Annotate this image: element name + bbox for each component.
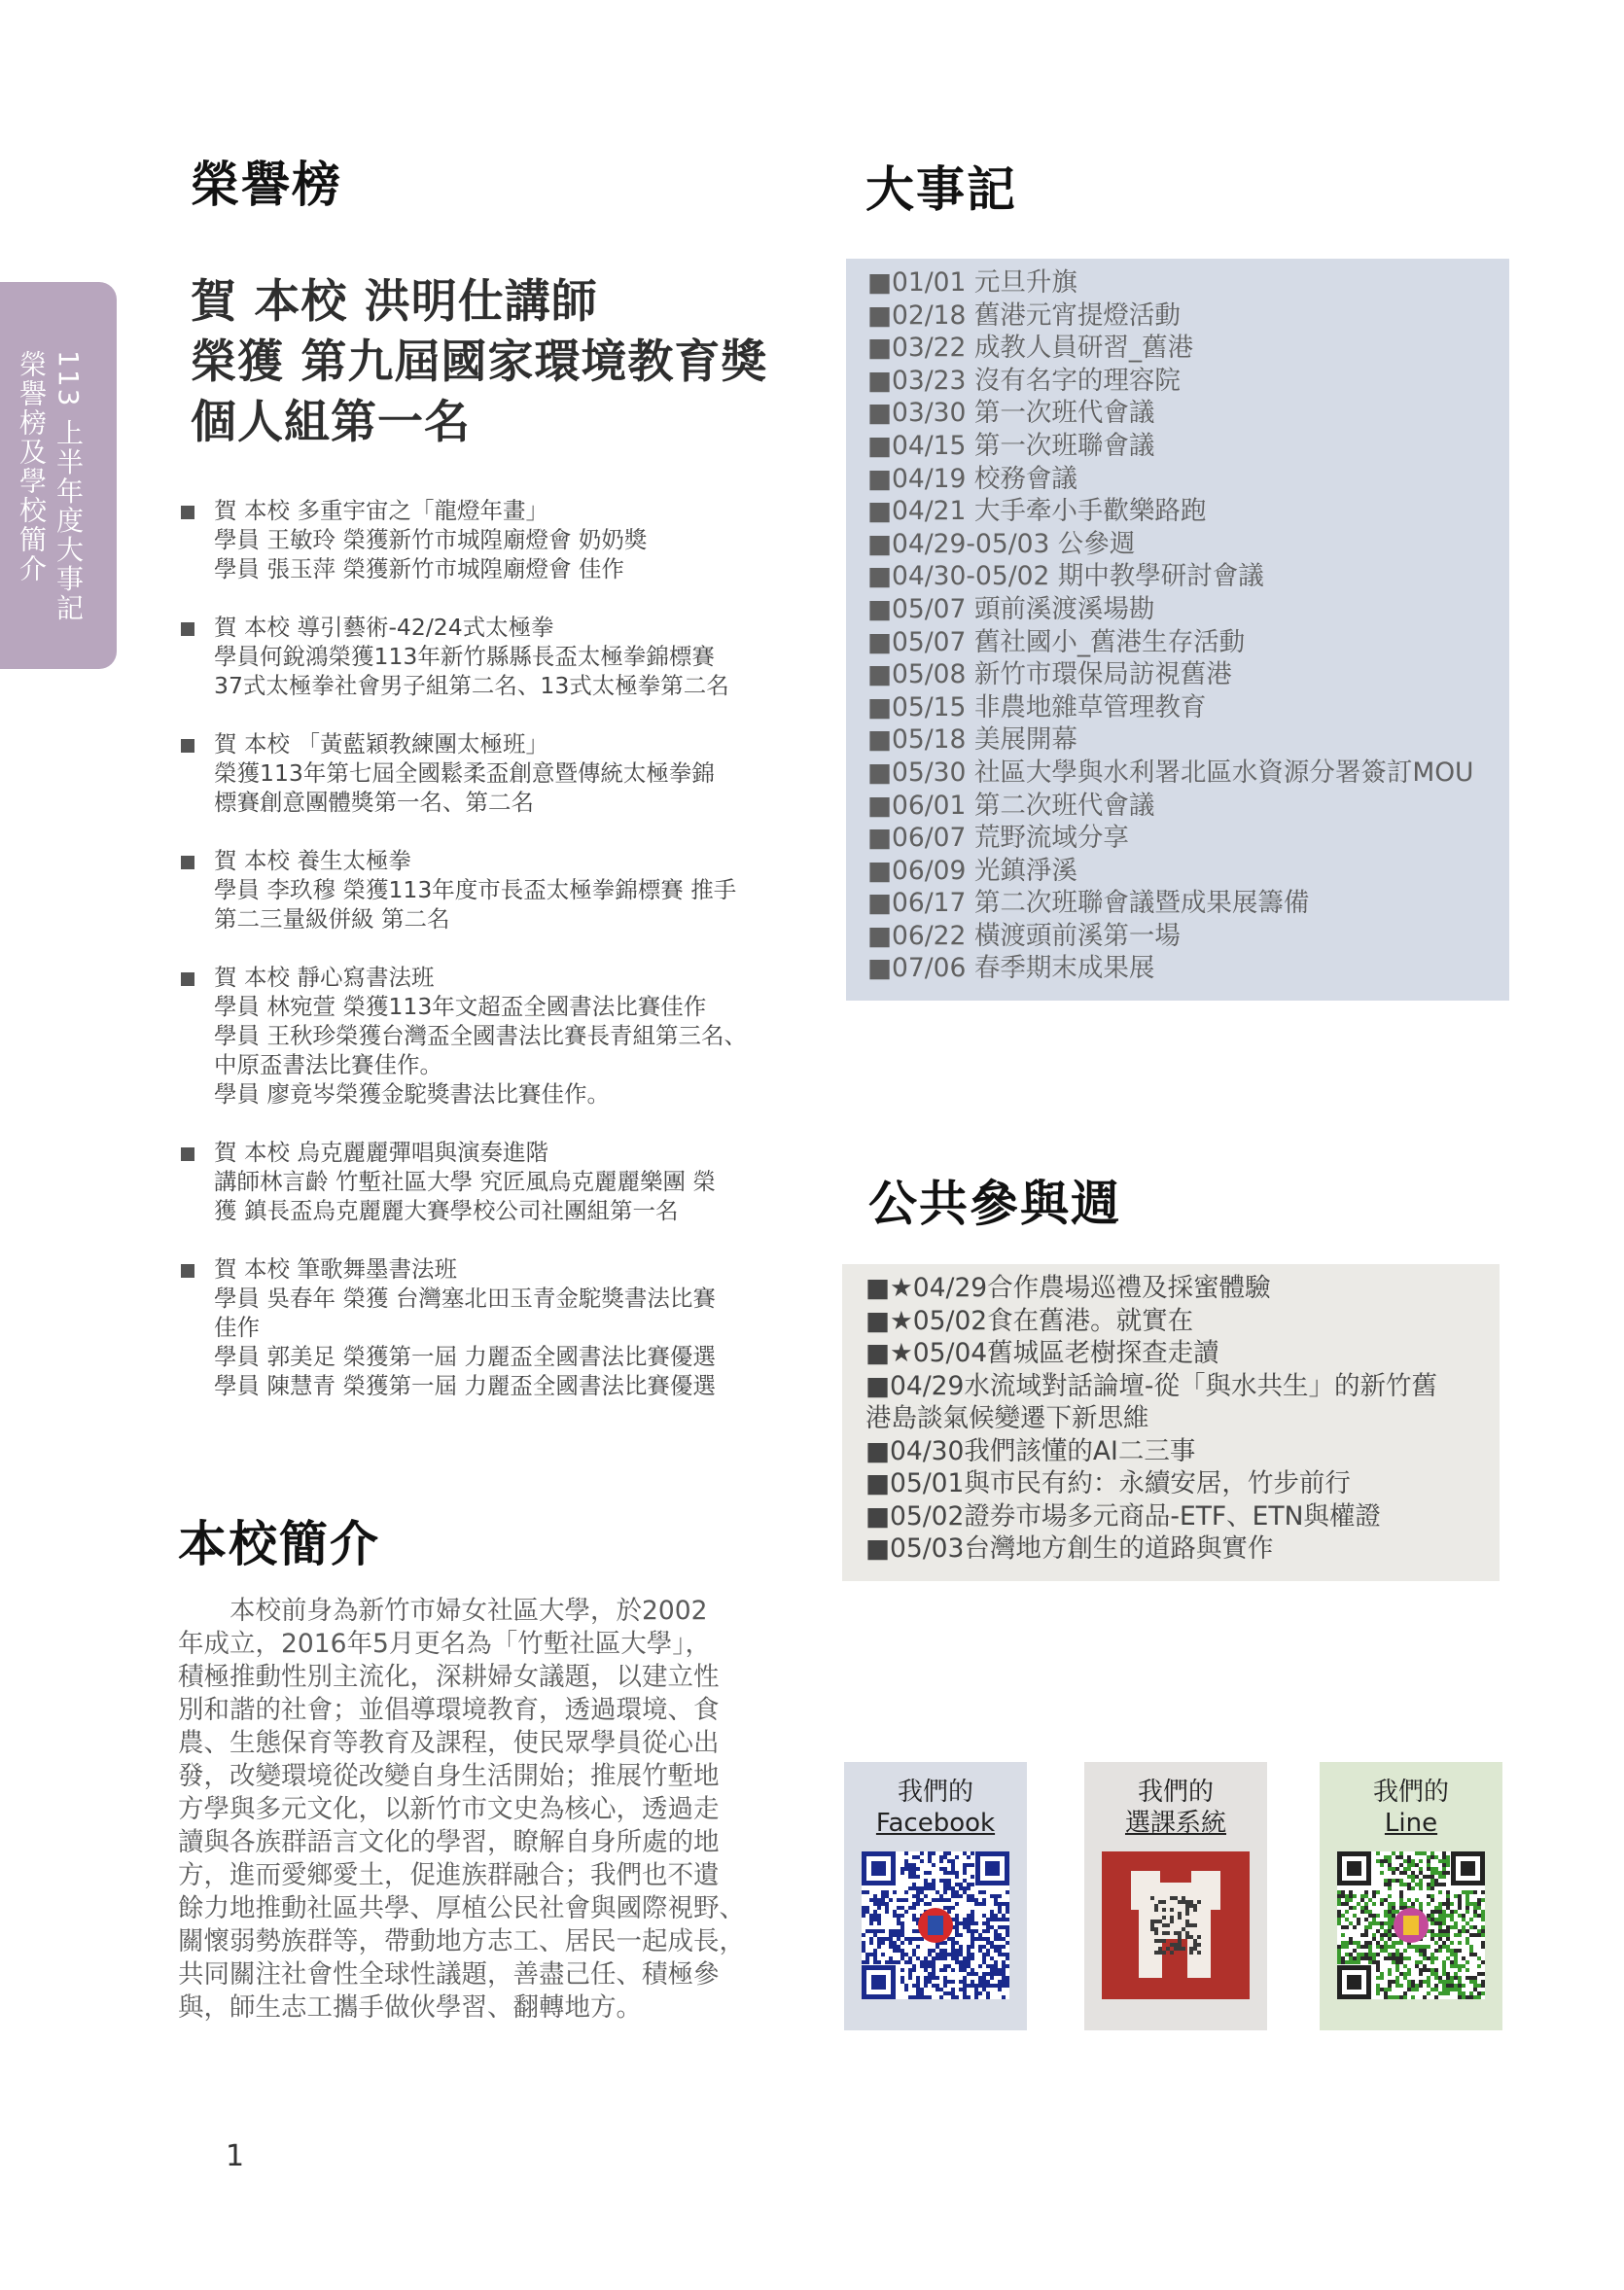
award-headline-line: 賀 本校 洪明仕講師	[191, 275, 598, 329]
intro-line: 別和諧的社會；並倡導環境教育，透過環境、食	[178, 1695, 720, 1725]
bullet-square-icon	[181, 972, 194, 986]
public-week-title: 公共參與週	[868, 1176, 1121, 1232]
event-item: ■01/01 元旦升旗	[867, 267, 1077, 298]
honor-line: 學員 陳慧青 榮獲第一屆 力麗盃全國書法比賽優選	[214, 1372, 716, 1399]
honor-line: 第二三量級併級 第二名	[214, 905, 450, 933]
line-link[interactable]: Line	[1384, 1809, 1438, 1838]
honor-line: 賀 本校 烏克麗麗彈唱與演奏進階	[214, 1139, 548, 1166]
intro-line: 與，師生志工攜手做伙學習、翻轉地方。	[178, 1992, 642, 2023]
events-title: 大事記	[865, 161, 1017, 218]
intro-line: 本校前身為新竹市婦女社區大學，於2002	[178, 1596, 708, 1626]
honor-item	[175, 613, 797, 700]
event-item: ■04/19 校務會議	[867, 463, 1077, 494]
event-item: ■05/18 美展開幕	[867, 724, 1077, 756]
event-item: ■04/21 大手牽小手歡樂路跑	[867, 496, 1207, 527]
event-item: ■07/06 春季期末成果展	[867, 953, 1155, 984]
intro-line: 發，改變環境從改變自身生活開始；推展竹塹地	[178, 1761, 720, 1791]
honor-line: 學員 郭美足 榮獲第一屆 力麗盃全國書法比賽優選	[214, 1343, 716, 1370]
event-item: ■03/30 第一次班代會議	[867, 398, 1155, 429]
honor-line: 中原盃書法比賽佳作。	[214, 1051, 442, 1078]
bullet-square-icon	[181, 1264, 194, 1278]
honor-line: 講師林言齡 竹塹社區大學 究匠風烏克麗麗樂團 榮	[214, 1168, 716, 1195]
page-number: 1	[226, 2139, 245, 2173]
honor-line: 學員 林宛萱 榮獲113年文超盃全國書法比賽佳作	[214, 993, 707, 1020]
event-item: ■06/17 第二次班聯會議暨成果展籌備	[867, 888, 1310, 919]
public-week-item: ■05/03台灣地方創生的道路與實作	[865, 1533, 1274, 1564]
intro-line: 年成立，2016年5月更名為「竹塹社區大學」，	[178, 1629, 712, 1659]
honor-line: 學員何銳鴻榮獲113年新竹縣縣長盃太極拳錦標賽	[214, 643, 715, 670]
public-week-item: ■★05/04舊城區老樹探查走讀	[865, 1338, 1219, 1368]
course-system-card-line1: 我們的	[1137, 1778, 1214, 1807]
honor-line: 賀 本校 靜心寫書法班	[214, 964, 435, 991]
event-item: ■04/29-05/03 公參週	[867, 528, 1136, 559]
honor-line: 賀 本校 導引藝術-42/24式太極拳	[214, 614, 554, 641]
intro-line: 讀與各族群語言文化的學習，瞭解自身所處的地	[178, 1827, 720, 1857]
course-system-card[interactable]	[1084, 1762, 1267, 2030]
bullet-square-icon	[181, 1147, 194, 1161]
intro-line: 農、生態保育等教育及課程，使民眾學員從心出	[178, 1728, 720, 1758]
honor-line: 學員 吳春年 榮獲 台灣塞北田玉青金駝獎書法比賽	[214, 1285, 716, 1312]
line-card[interactable]	[1320, 1762, 1502, 2030]
facebook-qr-icon[interactable]	[862, 1851, 1009, 1999]
event-item: ■05/30 社區大學與水利署北區水資源分署簽訂MOU	[867, 757, 1474, 788]
line-card-line1: 我們的	[1372, 1778, 1449, 1807]
honor-line: 賀 本校 多重宇宙之「龍燈年畫」	[214, 497, 548, 524]
honor-item	[175, 1138, 797, 1225]
honor-line: 賀 本校 養生太極拳	[214, 847, 411, 874]
event-item: ■05/15 非農地雜草管理教育	[867, 691, 1207, 722]
public-week-item: ■★05/02食在舊港。就實在	[865, 1305, 1194, 1336]
intro-line: 共同關注社會性全球性議題，善盡己任、積極參	[178, 1959, 720, 1990]
facebook-card[interactable]	[844, 1762, 1027, 2030]
bullet-square-icon	[181, 506, 194, 519]
honor-line: 學員 廖竟岑榮獲金駝獎書法比賽佳作。	[214, 1080, 610, 1108]
public-week-item: ■★04/29合作農場巡禮及採蜜體驗	[865, 1273, 1271, 1303]
honor-line: 榮獲113年第七屆全國鬆柔盃創意暨傳統太極拳錦	[214, 759, 715, 787]
event-item: ■05/07 頭前溪渡溪場勘	[867, 593, 1155, 624]
honor-line: 賀 本校 筆歌舞墨書法班	[214, 1255, 457, 1283]
public-week-item: ■05/01與市民有約：永續安居，竹步前行	[865, 1468, 1351, 1498]
event-item: ■05/07 舊社國小_舊港生存活動	[867, 626, 1246, 657]
intro-line: 方，進而愛鄉愛土，促進族群融合；我們也不遺	[178, 1860, 720, 1890]
event-item: ■06/07 荒野流域分享	[867, 823, 1129, 854]
honor-line: 學員 張玉萍 榮獲新竹市城隍廟燈會 佳作	[214, 555, 624, 582]
intro-line: 關懷弱勢族群等，帶動地方志工、居民一起成長，	[178, 1926, 745, 1956]
intro-line: 積極推動性別主流化，深耕婦女議題，以建立性	[178, 1662, 720, 1692]
honor-item	[175, 496, 797, 583]
course-system-qr-icon[interactable]	[1102, 1851, 1250, 1999]
honor-line: 學員 李玖穆 榮獲113年度市長盃太極拳錦標賽 推手	[214, 876, 737, 903]
honor-item	[175, 1254, 797, 1400]
honor-item	[175, 729, 797, 817]
honor-line: 學員 王秋珍榮獲台灣盃全國書法比賽長青組第三名、	[214, 1022, 747, 1049]
side-tab-line1: 113 上半年度大事記	[53, 350, 85, 623]
event-item: ■06/22 橫渡頭前溪第一場	[867, 920, 1181, 951]
intro-line: 方學與多元文化，以新竹市文史為核心，透過走	[178, 1794, 720, 1824]
honor-line: 標賽創意團體獎第一名、第二名	[214, 789, 534, 816]
facebook-card-line1: 我們的	[897, 1778, 973, 1807]
honor-item	[175, 963, 797, 1109]
bullet-square-icon	[181, 739, 194, 753]
bullet-square-icon	[181, 856, 194, 869]
honors-list	[175, 496, 797, 1429]
honor-line: 佳作	[214, 1314, 260, 1341]
event-item: ■03/22 成教人員研習_舊港	[867, 333, 1194, 364]
side-tab-line2: 榮譽榜及學校簡介	[16, 350, 48, 583]
award-headline	[191, 272, 832, 453]
honor-line: 賀 本校 「黃藍穎教練團太極班」	[214, 730, 548, 757]
award-headline-line: 個人組第一名	[191, 396, 471, 449]
public-week-list	[865, 1272, 1437, 1566]
event-item: ■06/01 第二次班代會議	[867, 790, 1155, 821]
intro-paragraph	[178, 1595, 771, 2025]
intro-title: 本校簡介	[178, 1516, 380, 1572]
event-item: ■04/30-05/02 期中教學研討會議	[867, 561, 1264, 592]
facebook-link[interactable]: Facebook	[875, 1809, 996, 1838]
line-qr-icon[interactable]	[1337, 1851, 1485, 1999]
honor-line: 37式太極拳社會男子組第二名、13式太極拳第二名	[214, 672, 729, 699]
event-item: ■04/15 第一次班聯會議	[867, 430, 1155, 461]
event-item: ■03/23 沒有名字的理容院	[867, 365, 1181, 396]
side-tab	[0, 282, 117, 669]
public-week-item: ■05/02證券市場多元商品-ETF、ETN與權證	[865, 1500, 1381, 1532]
course-system-link[interactable]: 選課系統	[1124, 1809, 1226, 1838]
public-week-item: ■04/29水流域對話論壇-從「與水共生」的新竹舊	[865, 1370, 1437, 1401]
event-item: ■06/09 光鎮淨溪	[867, 855, 1077, 886]
bullet-square-icon	[181, 622, 194, 636]
event-item: ■05/08 新竹市環保局訪視舊港	[867, 659, 1232, 690]
intro-line: 餘力地推動社區共學、厚植公民社會與國際視野、	[178, 1893, 745, 1923]
award-headline-line: 榮獲 第九屆國家環境教育獎	[191, 335, 768, 389]
public-week-item: 港島談氣候變遷下新思維	[865, 1403, 1149, 1433]
honor-line: 獲 鎮長盃烏克麗麗大賽學校公司社團組第一名	[214, 1197, 679, 1224]
honor-item	[175, 846, 797, 934]
honor-line: 學員 王敏玲 榮獲新竹市城隍廟燈會 奶奶獎	[214, 526, 648, 553]
honors-title: 榮譽榜	[191, 157, 342, 213]
event-item: ■02/18 舊港元宵提燈活動	[867, 299, 1181, 331]
public-week-item: ■04/30我們該懂的AI二三事	[865, 1435, 1196, 1466]
events-list	[867, 266, 1473, 985]
